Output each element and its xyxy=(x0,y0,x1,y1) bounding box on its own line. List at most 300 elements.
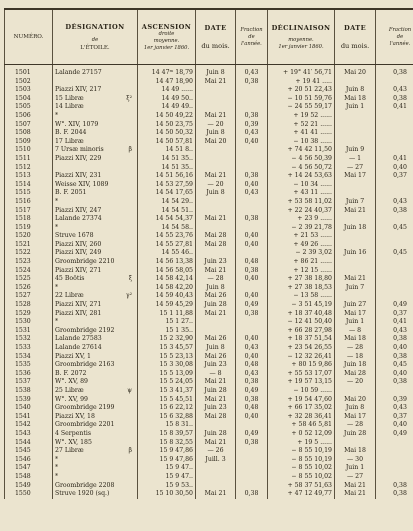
cell-date xyxy=(196,258,236,267)
cell-fraction2-text: 0,38 xyxy=(393,481,407,489)
cell-numero-text: 1520 xyxy=(15,232,31,240)
cell-date2 xyxy=(335,155,376,164)
cell-fraction2 xyxy=(376,103,413,112)
cell-date xyxy=(196,95,236,104)
cell-date2-text: — 1 xyxy=(348,154,362,162)
header-numero-label: NUMÉRO. xyxy=(13,34,44,40)
table-row xyxy=(5,284,413,293)
cell-date-text: Mai 28 xyxy=(204,232,227,240)
table-row xyxy=(5,370,413,379)
cell-fraction2 xyxy=(376,164,413,173)
cell-numero-text: 1513 xyxy=(15,172,31,180)
cell-date2 xyxy=(335,78,376,87)
cell-fraction2 xyxy=(376,65,413,78)
cell-numero xyxy=(5,224,53,233)
header-date-du-mois: du mois. xyxy=(201,42,230,50)
cell-fraction2 xyxy=(376,318,413,327)
cell-date xyxy=(196,275,236,284)
cell-declinaison-text: + 19° 41′ 56,71 xyxy=(282,69,332,76)
cell-numero-text: 1508 xyxy=(15,129,31,137)
cell-date2-text: Mai 18 xyxy=(344,94,366,102)
cell-numero xyxy=(5,232,53,241)
cell-ascension xyxy=(138,112,196,121)
cell-designation xyxy=(53,344,138,353)
cell-declinaison-text: − 10 51 59,76 xyxy=(287,94,332,102)
cell-fraction2 xyxy=(376,267,413,276)
cell-designation-text: Groombridge 2163 xyxy=(55,361,115,369)
table-row xyxy=(5,318,413,327)
cell-ascension-text: 14 51 56,16 xyxy=(155,172,193,180)
cell-declinaison-text: + 53 58 11,02 xyxy=(287,197,332,205)
cell-fraction xyxy=(236,430,268,439)
cell-numero-text: 1518 xyxy=(15,215,31,223)
cell-date2 xyxy=(335,327,376,336)
cell-fraction2-text: 0,39 xyxy=(393,395,407,403)
cell-fraction2 xyxy=(376,121,413,130)
cell-fraction2 xyxy=(376,198,413,207)
cell-ascension xyxy=(138,267,196,276)
cell-date xyxy=(196,249,236,258)
cell-ascension xyxy=(138,421,196,430)
cell-date2 xyxy=(335,103,376,112)
cell-declinaison xyxy=(268,224,335,233)
table-row xyxy=(5,456,413,465)
table-row xyxy=(5,112,413,121)
header-ascension-date: 1er janvier 1860. xyxy=(143,44,190,51)
cell-ascension xyxy=(138,456,196,465)
cell-fraction2 xyxy=(376,301,413,310)
cell-fraction2 xyxy=(376,146,413,155)
cell-date2 xyxy=(335,396,376,405)
cell-declinaison xyxy=(268,361,335,370)
cell-date2-text: Juin 7 xyxy=(345,283,365,291)
cell-fraction-text: 0,43 xyxy=(244,189,259,197)
cell-declinaison-text: + 27 38 18,53 xyxy=(287,283,332,291)
cell-ascension-text: 14 51 35.. xyxy=(161,163,193,171)
cell-declinaison xyxy=(268,258,335,267)
cell-date2-text: Juin 1 xyxy=(345,464,365,472)
cell-fraction2 xyxy=(376,129,413,138)
cell-fraction2 xyxy=(376,138,413,147)
cell-date-text: Mai 20 xyxy=(204,137,227,145)
cell-ascension-text: 14 56 58,05 xyxy=(155,266,193,274)
cell-declinaison xyxy=(268,121,335,130)
cell-ascension xyxy=(138,361,196,370)
cell-designation-text: B. F. 2051 xyxy=(55,189,87,197)
cell-fraction2 xyxy=(376,378,413,387)
cell-ascension-text: 15 1 27.. xyxy=(165,318,193,326)
table-row xyxy=(5,335,413,344)
cell-designation-text: Lalande 27583 xyxy=(55,335,102,343)
cell-declinaison-text: + 18 37 51,54 xyxy=(287,335,332,343)
cell-declinaison xyxy=(268,138,335,147)
cell-declinaison xyxy=(268,310,335,319)
cell-numero-text: 1541 xyxy=(15,412,31,420)
cell-declinaison-text: − 8 55 10,02 xyxy=(291,472,332,480)
cell-fraction xyxy=(236,258,268,267)
cell-numero xyxy=(5,146,53,155)
cell-fraction xyxy=(236,396,268,405)
cell-date-text: Mai 21 xyxy=(204,378,227,386)
cell-declinaison xyxy=(268,490,335,499)
cell-designation-text: 7 Ursæ minoris xyxy=(55,146,104,154)
cell-designation xyxy=(53,155,138,164)
cell-numero xyxy=(5,275,53,284)
cell-date2 xyxy=(335,473,376,482)
cell-fraction-text: 0,38 xyxy=(244,172,259,180)
cell-designation-text: Groombridge 2192 xyxy=(55,326,115,334)
cell-fraction-text: 0,38 xyxy=(244,438,259,446)
cell-ascension-text: 14 50 49,22 xyxy=(155,111,193,119)
cell-ascension-text: 14 58 42,14 xyxy=(155,275,193,283)
cell-ascension-text: 14 54 58.. xyxy=(161,223,193,231)
cell-fraction xyxy=(236,439,268,448)
cell-fraction2 xyxy=(376,284,413,293)
cell-date-text: Mai 28 xyxy=(204,412,227,420)
cell-date xyxy=(196,121,236,130)
cell-declinaison xyxy=(268,267,335,276)
cell-designation-text: Struve 1678 xyxy=(55,232,94,240)
cell-designation-text: Groombridge 2201 xyxy=(55,421,115,429)
cell-ascension xyxy=(138,318,196,327)
cell-numero-text: 1505 xyxy=(15,103,31,111)
cell-fraction-text: 0,40 xyxy=(244,335,259,343)
cell-numero xyxy=(5,155,53,164)
cell-date-text: Mai 21 xyxy=(204,438,227,446)
cell-numero xyxy=(5,456,53,465)
cell-designation-text: 27 Libræ xyxy=(55,447,84,455)
cell-date2-text: — 8 xyxy=(348,326,362,334)
cell-declinaison-text: + 23 54 26,55 xyxy=(287,344,332,351)
cell-declinaison-text: + 58 37 51,63 xyxy=(287,481,332,489)
cell-date xyxy=(196,335,236,344)
cell-declinaison-text: − 3 51 45,19 xyxy=(291,301,332,309)
cell-fraction2 xyxy=(376,361,413,370)
cell-declinaison xyxy=(268,164,335,173)
cell-numero xyxy=(5,189,53,198)
cell-numero xyxy=(5,378,53,387)
cell-fraction xyxy=(236,129,268,138)
cell-designation-text: * xyxy=(55,472,59,480)
cell-designation-text: * xyxy=(55,464,59,472)
table-row xyxy=(5,86,413,95)
cell-date xyxy=(196,129,236,138)
cell-numero-text: 1512 xyxy=(15,163,31,171)
cell-date2-text: — 18 xyxy=(346,352,364,360)
cell-designation-text: * xyxy=(55,197,59,205)
cell-designation-text: Piazzi XV, 1 xyxy=(55,352,91,360)
cell-date-text: Juin 8 xyxy=(206,69,225,76)
cell-date xyxy=(196,232,236,241)
cell-numero xyxy=(5,447,53,456)
cell-declinaison-text: + 12 15 ...... xyxy=(293,266,332,274)
cell-declinaison xyxy=(268,146,335,155)
cell-numero-text: 1542 xyxy=(15,421,31,429)
cell-declinaison xyxy=(268,86,335,95)
cell-numero xyxy=(5,249,53,258)
cell-numero-text: 1501 xyxy=(15,69,31,76)
table-row xyxy=(5,198,413,207)
cell-fraction2 xyxy=(376,421,413,430)
cell-designation xyxy=(53,86,138,95)
cell-date2 xyxy=(335,439,376,448)
table-row xyxy=(5,301,413,310)
cell-fraction xyxy=(236,378,268,387)
cell-numero xyxy=(5,198,53,207)
cell-fraction xyxy=(236,232,268,241)
cell-date xyxy=(196,207,236,216)
cell-fraction2-text: 0,43 xyxy=(393,404,407,412)
cell-date-text: Juin 28 xyxy=(204,386,227,394)
star-letter-mark: β xyxy=(128,447,132,455)
cell-date2 xyxy=(335,387,376,396)
cell-fraction2 xyxy=(376,482,413,491)
cell-designation xyxy=(53,258,138,267)
table-row xyxy=(5,327,413,336)
cell-fraction xyxy=(236,344,268,353)
header-date2-du-mois: du mois. xyxy=(340,42,370,50)
cell-declinaison-text: − 4 56 50,72 xyxy=(291,163,332,171)
cell-declinaison xyxy=(268,241,335,250)
cell-numero-text: 1522 xyxy=(15,249,31,257)
cell-ascension-text: 14 55 27,81 xyxy=(155,240,193,248)
table-row xyxy=(5,292,413,301)
cell-fraction xyxy=(236,473,268,482)
cell-declinaison xyxy=(268,370,335,379)
cell-date2 xyxy=(335,335,376,344)
cell-fraction2-text: 0,41 xyxy=(393,318,407,326)
cell-designation xyxy=(53,447,138,456)
cell-designation-text: Struve 1920 (sq.) xyxy=(55,490,110,498)
cell-date xyxy=(196,138,236,147)
cell-ascension-text: 14 59 40,43 xyxy=(155,292,193,300)
cell-designation-text: Groombridge 2208 xyxy=(55,481,115,489)
cell-numero-text: 1543 xyxy=(15,429,31,437)
cell-numero-text: 1504 xyxy=(15,94,31,102)
cell-fraction xyxy=(236,65,268,78)
cell-fraction2 xyxy=(376,396,413,405)
cell-date2 xyxy=(335,490,376,499)
table-row xyxy=(5,172,413,181)
cell-ascension-text: 15 9 47,86 xyxy=(159,455,193,463)
cell-ascension-text: 14 49 ...... xyxy=(161,86,193,94)
cell-date2 xyxy=(335,344,376,353)
cell-date2 xyxy=(335,482,376,491)
cell-numero-text: 1515 xyxy=(15,189,31,197)
cell-fraction-text: 0,48 xyxy=(244,404,259,412)
cell-ascension-text: 14 47 18,90 xyxy=(155,77,193,85)
col-header-fraction2 xyxy=(376,9,413,65)
cell-fraction2 xyxy=(376,327,413,336)
cell-fraction2 xyxy=(376,275,413,284)
cell-date2-text: Juin 18 xyxy=(343,223,367,231)
cell-fraction xyxy=(236,112,268,121)
cell-numero xyxy=(5,473,53,482)
cell-date-text: — 20 xyxy=(207,120,224,128)
cell-numero xyxy=(5,301,53,310)
cell-ascension-text: 14 51 35.. xyxy=(161,154,193,162)
cell-declinaison xyxy=(268,155,335,164)
cell-fraction2-text: 0,49 xyxy=(393,301,407,309)
cell-numero xyxy=(5,172,53,181)
cell-ascension xyxy=(138,232,196,241)
cell-declinaison-text: + 22 24 40,37 xyxy=(287,206,332,214)
cell-designation-text: Groombridge 2210 xyxy=(55,258,115,266)
cell-fraction2 xyxy=(376,78,413,87)
cell-ascension xyxy=(138,353,196,362)
cell-fraction2-text: 0,38 xyxy=(393,69,407,76)
cell-fraction xyxy=(236,267,268,276)
cell-declinaison xyxy=(268,353,335,362)
cell-fraction2-text: 0,43 xyxy=(393,86,407,94)
cell-declinaison-text: − 12 32 26,41 xyxy=(287,352,332,360)
cell-declinaison xyxy=(268,327,335,336)
cell-designation xyxy=(53,387,138,396)
cell-ascension-text: 14 59 45,29 xyxy=(155,301,193,309)
cell-numero xyxy=(5,464,53,473)
cell-ascension-text: 15 3 30,08 xyxy=(159,361,193,369)
cell-numero-text: 1546 xyxy=(15,455,31,463)
cell-fraction2-text: 0,40 xyxy=(393,344,407,351)
cell-ascension xyxy=(138,189,196,198)
cell-numero-text: 1526 xyxy=(15,283,31,291)
cell-declinaison xyxy=(268,129,335,138)
cell-designation xyxy=(53,189,138,198)
cell-date xyxy=(196,301,236,310)
cell-ascension-text: 14 50 57,81 xyxy=(155,137,193,145)
cell-designation xyxy=(53,482,138,491)
cell-date-text: Mai 21 xyxy=(204,215,227,223)
cell-ascension xyxy=(138,224,196,233)
header-declinaison-label: DÉCLINAISON xyxy=(271,23,331,32)
cell-fraction xyxy=(236,482,268,491)
cell-fraction xyxy=(236,387,268,396)
cell-designation xyxy=(53,112,138,121)
cell-declinaison xyxy=(268,473,335,482)
cell-ascension-text: 15 2 32,90 xyxy=(159,335,193,343)
cell-ascension-text: 15 3 45,57 xyxy=(159,344,193,351)
cell-date xyxy=(196,103,236,112)
cell-fraction xyxy=(236,103,268,112)
cell-designation xyxy=(53,361,138,370)
cell-date-text: Juin 8 xyxy=(206,344,225,351)
cell-ascension xyxy=(138,207,196,216)
cell-designation-text: W°. XIV, 1079 xyxy=(55,120,99,128)
cell-ascension-text: 14 49 49.. xyxy=(161,103,193,111)
cell-numero-text: 1548 xyxy=(15,472,31,480)
cell-fraction xyxy=(236,421,268,430)
cell-date2-text: Juin 1 xyxy=(345,318,365,326)
cell-ascension xyxy=(138,284,196,293)
cell-ascension-text: 15 6 32,88 xyxy=(159,412,193,420)
cell-date2 xyxy=(335,464,376,473)
cell-numero-text: 1519 xyxy=(15,223,31,231)
cell-ascension xyxy=(138,413,196,422)
cell-numero xyxy=(5,267,53,276)
cell-declinaison-text: + 19 41 ..... xyxy=(295,77,332,85)
cell-fraction2-text: 0,45 xyxy=(393,249,407,257)
cell-ascension xyxy=(138,129,196,138)
cell-date xyxy=(196,327,236,336)
star-letter-mark: ξ xyxy=(128,275,132,283)
cell-declinaison-text: + 14 24 53,63 xyxy=(287,172,332,180)
header-fraction2-label: Fraction xyxy=(388,26,412,33)
cell-date2 xyxy=(335,232,376,241)
table-row xyxy=(5,267,413,276)
cell-date2 xyxy=(335,121,376,130)
cell-numero xyxy=(5,78,53,87)
header-declinaison-date: 1er janvier 1860. xyxy=(278,43,324,50)
cell-ascension xyxy=(138,146,196,155)
table-row xyxy=(5,396,413,405)
cell-fraction-text: 0,40 xyxy=(244,412,259,420)
cell-designation-text: Piazzi XIV, 281 xyxy=(55,309,102,317)
cell-date-text: Mai 21 xyxy=(204,77,227,85)
cell-date2 xyxy=(335,215,376,224)
cell-ascension-text: 15 1 35.. xyxy=(165,326,193,334)
cell-fraction xyxy=(236,310,268,319)
cell-declinaison-text: + 19 5 ...... xyxy=(297,438,332,446)
cell-numero-text: 1527 xyxy=(15,292,31,300)
cell-numero xyxy=(5,164,53,173)
cell-ascension-text: 15 5 45,51 xyxy=(159,395,193,403)
cell-date xyxy=(196,65,236,78)
cell-ascension-text: 15 8 31.. xyxy=(165,421,193,429)
cell-date2-text: — 27 xyxy=(346,163,364,171)
cell-numero xyxy=(5,121,53,130)
cell-declinaison xyxy=(268,284,335,293)
cell-numero-text: 1510 xyxy=(15,146,31,154)
cell-fraction xyxy=(236,456,268,465)
cell-fraction-text: 0,39 xyxy=(244,120,259,128)
cell-ascension-text: 15 5 13,09 xyxy=(159,369,193,377)
cell-numero xyxy=(5,430,53,439)
cell-fraction-text: 0,38 xyxy=(244,490,259,498)
cell-designation-text: Lalande 27374 xyxy=(55,215,102,223)
cell-fraction xyxy=(236,249,268,258)
table-row xyxy=(5,464,413,473)
cell-date2-text: Juin 28 xyxy=(343,429,367,437)
cell-designation-text: 25 Libræ xyxy=(55,386,84,394)
cell-numero xyxy=(5,439,53,448)
cell-designation-text: * xyxy=(55,111,59,119)
cell-ascension-text: 14 54 29.. xyxy=(161,197,193,205)
cell-ascension xyxy=(138,490,196,499)
cell-fraction-text: 0,40 xyxy=(244,275,259,283)
cell-fraction2-text: 0,40 xyxy=(393,421,407,429)
cell-fraction2 xyxy=(376,490,413,499)
cell-date2 xyxy=(335,129,376,138)
cell-ascension xyxy=(138,138,196,147)
cell-date xyxy=(196,353,236,362)
cell-fraction2 xyxy=(376,404,413,413)
cell-declinaison-text: + 32 28 36,41 xyxy=(287,412,332,420)
cell-fraction2-text: 0,38 xyxy=(393,94,407,102)
cell-declinaison-text: − 24 55 59,17 xyxy=(287,103,332,111)
cell-ascension-text: 15 9 47.. xyxy=(165,464,193,472)
cell-ascension-text: 15 9 47.. xyxy=(165,472,193,480)
cell-declinaison xyxy=(268,78,335,87)
cell-date2-text: Juin 7 xyxy=(345,197,365,205)
cell-numero xyxy=(5,404,53,413)
cell-date xyxy=(196,370,236,379)
cell-date xyxy=(196,404,236,413)
cell-date2 xyxy=(335,164,376,173)
cell-declinaison xyxy=(268,301,335,310)
cell-fraction xyxy=(236,361,268,370)
cell-fraction xyxy=(236,155,268,164)
cell-date xyxy=(196,421,236,430)
